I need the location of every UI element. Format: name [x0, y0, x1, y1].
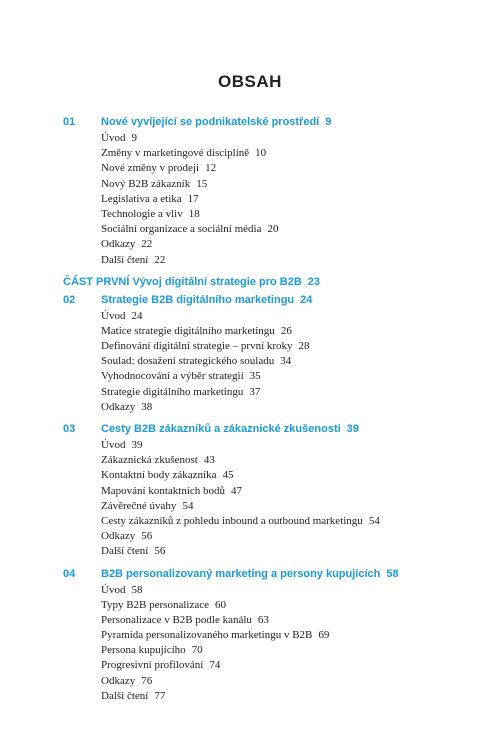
entry-page: 54	[368, 514, 380, 527]
entry-page: 74	[209, 659, 221, 672]
entry-page: 22	[154, 253, 166, 266]
chapter-number: 01	[63, 116, 76, 128]
entry-page: 76	[141, 674, 153, 687]
entry-page: 56	[141, 530, 153, 543]
toc-entry[interactable]: Pyramida personalizovaného marketingu v B2B 69	[101, 629, 330, 642]
entry-page: 24	[131, 309, 143, 322]
chapter-title: B2B personalizovaný marketing a persony kupujících 58	[101, 567, 399, 580]
chapter-page: 9	[325, 116, 332, 128]
entry-page: 38	[141, 400, 153, 413]
entry-page: 37	[249, 385, 261, 398]
entry-page: 47	[231, 484, 243, 497]
toc-entry[interactable]: Sociální organizace a sociální média 20	[101, 223, 279, 236]
chapter-number: 02	[63, 293, 76, 306]
entry-page: 35	[249, 370, 261, 383]
entry-page: 15	[196, 177, 208, 190]
toc-entry[interactable]: Legislativa a etika 17	[101, 192, 199, 205]
entry-page: 56	[154, 545, 166, 558]
toc-entry[interactable]: Definování digitální strategie – první kroky 28	[101, 340, 310, 353]
chapter-heading-04[interactable]	[0, 565, 500, 583]
entry-page: 18	[188, 207, 200, 220]
toc-entry[interactable]: Úvod 58	[101, 583, 143, 596]
toc-entry[interactable]: Odkazy 76	[101, 674, 153, 687]
chapter-title: Cesty B2B zákazníků a zákaznické zkušenosti 39	[101, 423, 359, 435]
part-page: 23	[307, 275, 321, 288]
page-title: OBSAH	[218, 72, 282, 91]
entry-page: 34	[280, 355, 292, 368]
chapter-page: 24	[300, 293, 313, 306]
chapter-page: 58	[386, 567, 399, 580]
entry-page: 20	[267, 223, 279, 236]
toc-entry[interactable]: Další čtení 77	[101, 689, 166, 702]
toc-entry[interactable]: Progresivní profilování 74	[101, 659, 221, 672]
toc-entry[interactable]: Změny v marketingové disciplíně 10	[101, 147, 267, 160]
chapter-heading-01[interactable]	[0, 113, 500, 131]
toc-entry[interactable]: Úvod 39	[101, 439, 143, 451]
chapter-page: 39	[346, 423, 359, 435]
toc-entry[interactable]: Další čtení 22	[101, 253, 166, 266]
entry-page: 69	[318, 629, 330, 642]
toc-entry[interactable]: Zákaznická zkušenost 43	[101, 454, 215, 467]
entry-page: 12	[205, 162, 217, 175]
toc-entry[interactable]: Persona kupujícího 70	[101, 644, 203, 657]
chapter-heading-02[interactable]	[0, 291, 500, 309]
entry-page: 58	[131, 583, 143, 596]
toc-entry[interactable]: Odkazy 56	[101, 530, 153, 543]
table-of-contents	[0, 113, 500, 704]
entry-page: 9	[131, 132, 137, 144]
toc-entry[interactable]: Soulad: dosažení strategického souladu 34	[101, 355, 292, 368]
toc-entry[interactable]: Závěrečné úvahy 54	[101, 499, 194, 512]
toc-entry[interactable]: Další čtení 56	[101, 545, 166, 558]
toc-entry[interactable]: Úvod 9	[101, 132, 137, 144]
entry-page: 17	[187, 192, 199, 205]
toc-entry[interactable]: Personalizace v B2B podle kanálu 63	[101, 613, 269, 626]
entry-page: 60	[214, 598, 226, 611]
entry-page: 10	[255, 147, 267, 160]
toc-entry[interactable]: Odkazy 38	[101, 400, 153, 413]
entry-page: 22	[141, 238, 153, 251]
toc-entry[interactable]: Mapování kontaktních bodů 47	[101, 484, 243, 497]
chapter-number: 04	[63, 567, 76, 580]
toc-entry[interactable]: Nový B2B zákazník 15	[101, 177, 208, 190]
toc-entry[interactable]: Matice strategie digitálního marketingu 26	[101, 324, 292, 337]
part-heading[interactable]: ČÁST PRVNÍ Vývoj digitální strategie pro B2B 23	[63, 275, 321, 288]
toc-entry[interactable]: Nové změny v prodeji 12	[101, 162, 217, 175]
chapter-number: 03	[63, 423, 76, 435]
chapter-heading-03[interactable]	[0, 420, 500, 438]
entry-page: 63	[257, 613, 269, 626]
chapter-title: Strategie B2B digitálního marketingu 24	[101, 293, 313, 306]
toc-entry[interactable]: Kontaktní body zákazníka 45	[101, 469, 234, 482]
entry-page: 45	[222, 469, 234, 482]
toc-entry[interactable]: Typy B2B personalizace 60	[101, 598, 226, 611]
toc-entry[interactable]: Úvod 24	[101, 309, 143, 322]
entry-page: 77	[154, 689, 166, 702]
toc-entry[interactable]: Vyhodnocování a výběr strategií 35	[101, 370, 261, 383]
entry-page: 54	[182, 499, 194, 512]
entry-page: 28	[298, 340, 310, 353]
chapter-title: Nové vyvíjející se podnikatelské prostředí 9	[101, 116, 332, 128]
entry-page: 70	[191, 644, 203, 657]
entry-page: 26	[280, 324, 292, 337]
entry-page: 39	[131, 439, 143, 451]
entry-page: 43	[203, 454, 215, 467]
toc-entry[interactable]: Cesty zákazníků z pohledu inbound a outbound marketingu 54	[101, 514, 380, 527]
toc-entry[interactable]: Strategie digitálního marketingu 37	[101, 385, 261, 398]
toc-entry[interactable]: Odkazy 22	[101, 238, 153, 251]
toc-entry[interactable]: Technologie a vliv 18	[101, 207, 200, 220]
